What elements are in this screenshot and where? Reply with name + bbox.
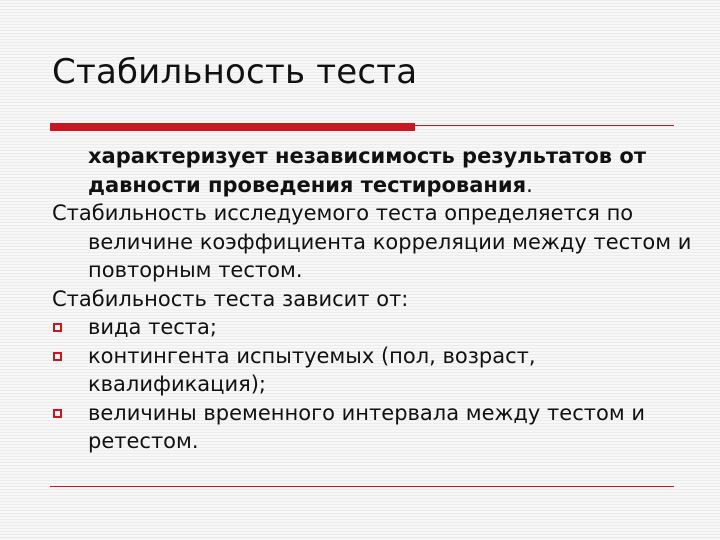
title-divider bbox=[50, 122, 674, 132]
hollow-square-bullet-icon bbox=[53, 352, 62, 361]
slide-title: Стабильность теста bbox=[52, 52, 418, 92]
bullet-item-test-type bbox=[52, 313, 692, 342]
title-divider-thin bbox=[415, 125, 674, 126]
bullet-item-contingent bbox=[52, 342, 692, 399]
bullet-text: вида теста; bbox=[88, 315, 217, 339]
hollow-square-bullet-icon bbox=[53, 323, 62, 332]
bullet-text: контингента испытуемых (пол, возраст, квалификация); bbox=[88, 343, 536, 396]
intro-paragraph bbox=[52, 142, 692, 199]
title-divider-thick bbox=[50, 123, 415, 131]
dependency-paragraph: Стабильность теста зависит от: bbox=[52, 286, 409, 311]
bullet-item-interval bbox=[52, 399, 692, 456]
intro-tail-text: . bbox=[526, 172, 533, 197]
intro-bold-text: характеризует независимость результатов от давности проведения тестирования bbox=[88, 144, 647, 197]
bottom-divider bbox=[50, 486, 674, 487]
slide-body bbox=[52, 142, 692, 456]
hollow-square-bullet-icon bbox=[53, 409, 62, 418]
bullet-text: величины временного интервала между тестом и ретестом. bbox=[88, 400, 645, 453]
correlation-paragraph: Стабильность исследуемого теста определяется по величине коэффициента корреляции между тестом и повторным тестом. bbox=[52, 201, 692, 282]
